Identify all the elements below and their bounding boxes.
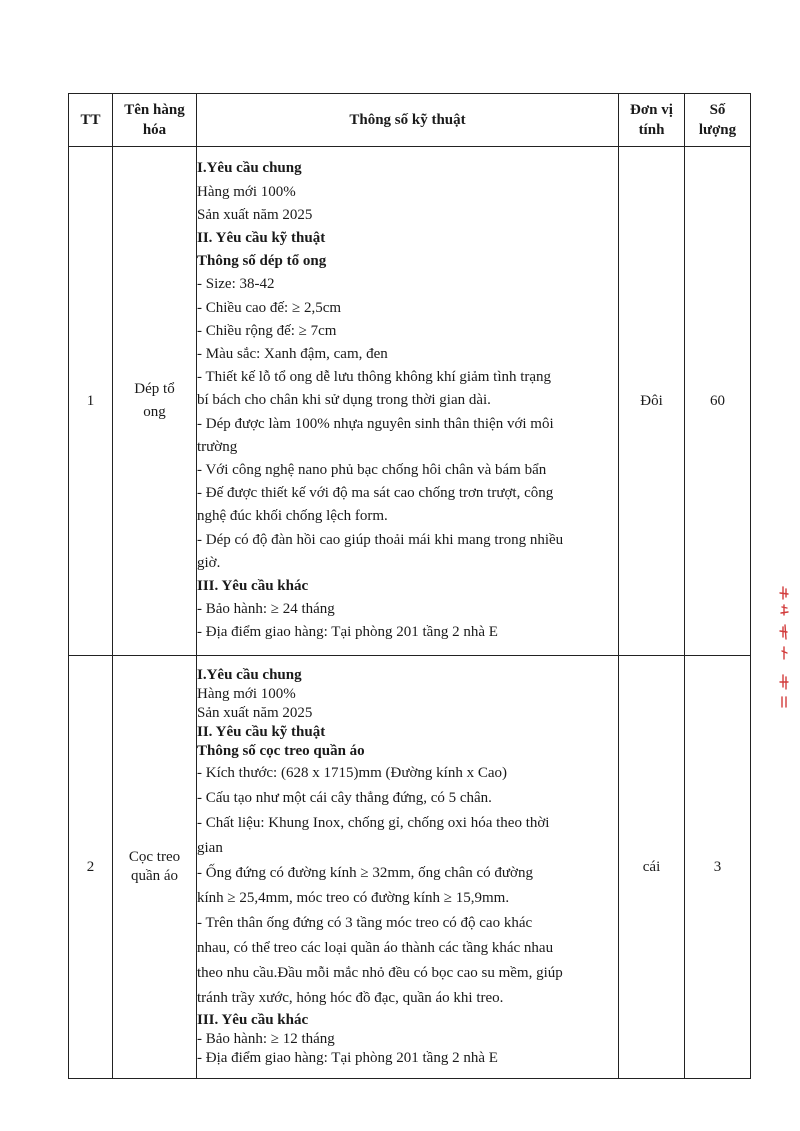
spec-line: - Đế được thiết kế với độ ma sát cao chống trơn trượt, công (197, 485, 554, 502)
spec-line: bí bách cho chân khi sử dụng trong thời gian dài. (197, 392, 491, 409)
spec-line: nghệ đúc khối chống lệch form. (197, 508, 388, 525)
item-name: Dép tổ ong (113, 147, 197, 656)
header-unit: Đơn vị tính (619, 94, 685, 147)
spec-line: - Cấu tạo như một cái cây thẳng đứng, có 5 chân. (197, 790, 492, 806)
table-row (69, 656, 751, 1079)
spec-line: tránh trầy xước, hỏng hóc đồ đạc, quần áo khi treo. (197, 990, 504, 1006)
table-row (69, 147, 751, 656)
spec-heading: III. Yêu cầu khác (197, 1012, 309, 1028)
item-name: Cọc treo quần áo (113, 656, 197, 1079)
spec-line: - Địa điểm giao hàng: Tại phòng 201 tầng 2 nhà E (197, 624, 498, 641)
spec-heading: I.Yêu cầu chung (197, 667, 302, 683)
quantity-value: 60 (685, 147, 751, 656)
row-number: 2 (69, 656, 113, 1079)
header-spec: Thông số kỹ thuật (197, 94, 619, 147)
spec-line: gian (197, 840, 223, 856)
spec-line: - Chiều rộng đế: ≥ 7cm (197, 322, 337, 339)
unit-value: cái (619, 656, 685, 1079)
spec-line: - Màu sắc: Xanh đậm, cam, đen (197, 345, 388, 362)
spec-line: - Thiết kế lỗ tổ ong dễ lưu thông không khí giảm tình trạng (197, 369, 552, 386)
spec-table (68, 93, 751, 1079)
spec-line: - Với công nghệ nano phủ bạc chống hôi chân và bám bẩn (197, 462, 547, 478)
spec-line: - Địa điểm giao hàng: Tại phòng 201 tầng 2 nhà E (197, 1050, 498, 1066)
spec-line: - Dép có độ đàn hồi cao giúp thoải mái khi mang trong nhiều (197, 531, 564, 548)
spec-line: - Chiều cao đế: ≥ 2,5cm (197, 299, 342, 316)
spec-line: - Kích thước: (628 x 1715)mm (Đường kính x Cao) (197, 765, 507, 781)
spec-heading: II. Yêu cầu kỹ thuật (197, 724, 326, 740)
spec-heading: II. Yêu cầu kỹ thuật (197, 229, 326, 246)
spec-line: Hàng mới 100% (197, 183, 296, 200)
spec-line: kính ≥ 25,4mm, móc treo có đường kính ≥ 15,9mm. (197, 890, 510, 906)
spec-line: nhau, có thể treo các loại quần áo thành các tầng khác nhau (197, 940, 554, 956)
spec-line: giờ. (197, 554, 221, 571)
spec-line: - Size: 38-42 (197, 276, 275, 293)
header-tt: TT (69, 94, 113, 147)
row-number: 1 (69, 147, 113, 656)
spec-details (197, 147, 619, 656)
spec-line: - Bảo hành: ≥ 12 tháng (197, 1031, 335, 1047)
spec-line: Sản xuất năm 2025 (197, 206, 313, 223)
spec-line: trường (197, 438, 238, 455)
quantity-value: 3 (685, 656, 751, 1079)
spec-heading: Thông số cọc treo quần áo (197, 743, 365, 759)
spec-line: Hàng mới 100% (197, 686, 296, 702)
margin-stamp-marks (776, 585, 792, 710)
header-quantity: Số lượng (685, 94, 751, 147)
spec-line: - Trên thân ống đứng có 3 tầng móc treo có độ cao khác (197, 915, 533, 931)
header-item-name: Tên hàng hóa (113, 94, 197, 147)
spec-line: - Chất liệu: Khung Inox, chống gỉ, chống oxi hóa theo thời (197, 815, 550, 831)
table-header-row (69, 94, 751, 147)
spec-line: - Dép được làm 100% nhựa nguyên sinh thân thiện với môi (197, 415, 554, 432)
spec-details (197, 656, 619, 1079)
spec-line: - Ống đứng có đường kính ≥ 32mm, ống chân có đường (197, 865, 533, 881)
unit-value: Đôi (619, 147, 685, 656)
spec-heading: Thông số dép tổ ong (197, 253, 327, 270)
spec-heading: I.Yêu cầu chung (197, 160, 302, 177)
spec-line: Sản xuất năm 2025 (197, 705, 313, 721)
spec-heading: III. Yêu cầu khác (197, 578, 309, 595)
spec-line: - Bảo hành: ≥ 24 tháng (197, 601, 335, 618)
spec-line: theo nhu cầu.Đầu mỗi mắc nhỏ đều có bọc cao su mềm, giúp (197, 965, 563, 981)
